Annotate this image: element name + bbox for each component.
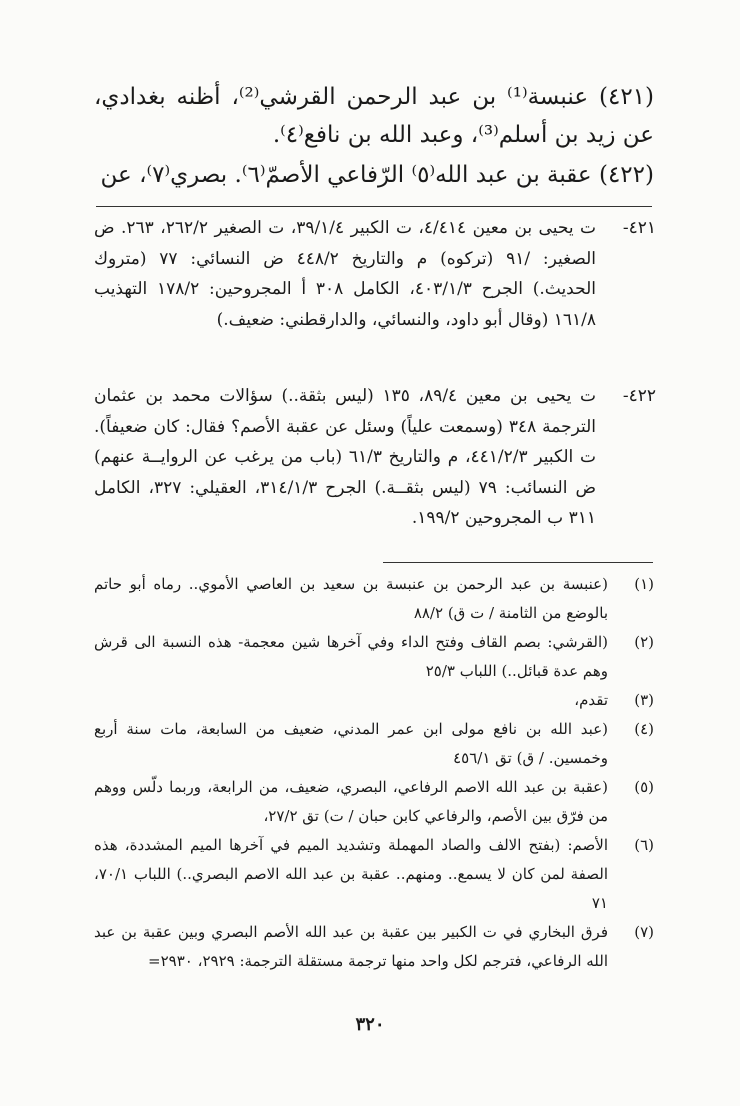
- entry-number: (٤٢١): [598, 84, 655, 110]
- footnote-divider: [383, 562, 653, 563]
- main-entry-422: [94, 156, 654, 194]
- main-entry-421: [94, 78, 654, 154]
- entry-number: (٤٢٢): [598, 162, 654, 188]
- footnote-number: (٥): [634, 778, 654, 796]
- footnotes: [94, 570, 654, 976]
- source-note-421: [94, 213, 654, 335]
- note-text: ت يحيى بن معين ٤/٤١٤، ت الكبير ٣٩/١/٤، ت الصغير ٢٦٢/٢، ٢٦٣. ض الصغير: /٩١ (تركوه) م والتاريخ ٤٤٨/٢ ض النسائي: ٧٧ (متروك الحديث.) الجرح ٤٠٣/١/٣، الكامل ٣٠٨ أ المجروحين: ١٧٨/٢ التهذيب ١٦١/٨ (وقال أبو داود، والنسائي، والدارقطني: ضعيف.): [94, 218, 597, 330]
- source-note-422: [94, 381, 654, 534]
- footnote-text: (عنبسة بن عبد الرحمن بن عنبسة بن سعيد بن العاصي الأموي.. رماه أبو حاتم بالوضع من الثامنة / ت ق) ٨٨/٢: [94, 575, 608, 622]
- footnote: [94, 628, 654, 686]
- footnote: [94, 686, 654, 715]
- footnote-text: فرق البخاري في ت الكبير بين عقبة بن عبد الله الأصم البصري وبين عقبة بن عبد الله الرفاعي، فترجم لكل واحد منها ترجمة مستقلة الترجمة: ٢٩٢٩، ٢٩٣٠=: [94, 923, 608, 970]
- footnote: [94, 570, 654, 628]
- footnote: [94, 918, 654, 976]
- section-divider: [96, 206, 652, 207]
- footnote-text: تقدم،: [574, 691, 608, 709]
- footnote-number: (٢): [634, 633, 654, 651]
- note-text: ت يحيى بن معين ٨٩/٤، ١٣٥ (ليس بثقة..) سؤالات محمد بن عثمان الترجمة ٣٤٨ (وسمعت علياً) وسئل عن عقبة الأصم؟ فقال: كان ضعيفاً). ت الكبير ٤٤١/٢/٣، م والتاريخ ٦١/٣ (باب من يرغب عن الروايــة عنهم) ض النسائب: ٧٩ (ليس بثقــة.) الجرح ٣١٤/١/٣، العقيلي: ٣٢٧، الكامل ٣١١ ب المجروحين ١٩٩/٢.: [94, 386, 597, 528]
- footnote-number: (٤): [634, 720, 654, 738]
- footnote-text: (عقبة بن عبد الله الاصم الرفاعي، البصري، ضعيف، من الرابعة، وربما دلّس ووهم من فرّق بين الأصم، والرفاعي كابن حبان / ت) تق ٢٧/٢،: [94, 778, 608, 825]
- entry-text: عنبسة⁽¹⁾ بن عبد الرحمن القرشي⁽²⁾، أظنه بغدادي، عن زيد بن أسلم⁽³⁾، وعبد الله بن نافع⁽٤⁾.: [94, 84, 654, 148]
- footnote: [94, 773, 654, 831]
- page-number: ٣٢٠: [355, 1014, 385, 1035]
- footnote-number: (١): [634, 575, 654, 593]
- footnote: [94, 715, 654, 773]
- note-number: ٤٢٢-: [622, 386, 656, 406]
- footnote-text: (القرشي: بصم القاف وفتح الداء وفي آخرها شين معجمة- هذه النسبة الى قرش وهم عدة قبائل..) اللباب ٢٥/٣: [94, 633, 608, 680]
- footnote-number: (٦): [634, 836, 654, 854]
- footnote-number: (٧): [634, 923, 654, 941]
- note-number: ٤٢١-: [622, 218, 656, 238]
- footnote-text: الأصم: (بفتح الالف والصاد المهملة وتشديد الميم في آخرها الميم المشددة، هذه الصفة لمن كان لا يسمع.. ومنهم.. عقبة بن عبد الله الاصم البصري..) اللباب ٧٠/١، ٧١: [94, 836, 608, 912]
- footnote-number: (٣): [634, 691, 654, 709]
- footnote-text: (عبد الله بن نافع مولى ابن عمر المدني، ضعيف من السابعة، مات سنة أربع وخمسين. / ق) تق ٤٥٦/١: [94, 720, 608, 767]
- footnote: [94, 831, 654, 918]
- entry-text: عقبة بن عبد الله⁽٥⁾ الرّفاعي الأصمّ⁽٦⁾. بصري⁽٧⁾، عن: [100, 162, 592, 188]
